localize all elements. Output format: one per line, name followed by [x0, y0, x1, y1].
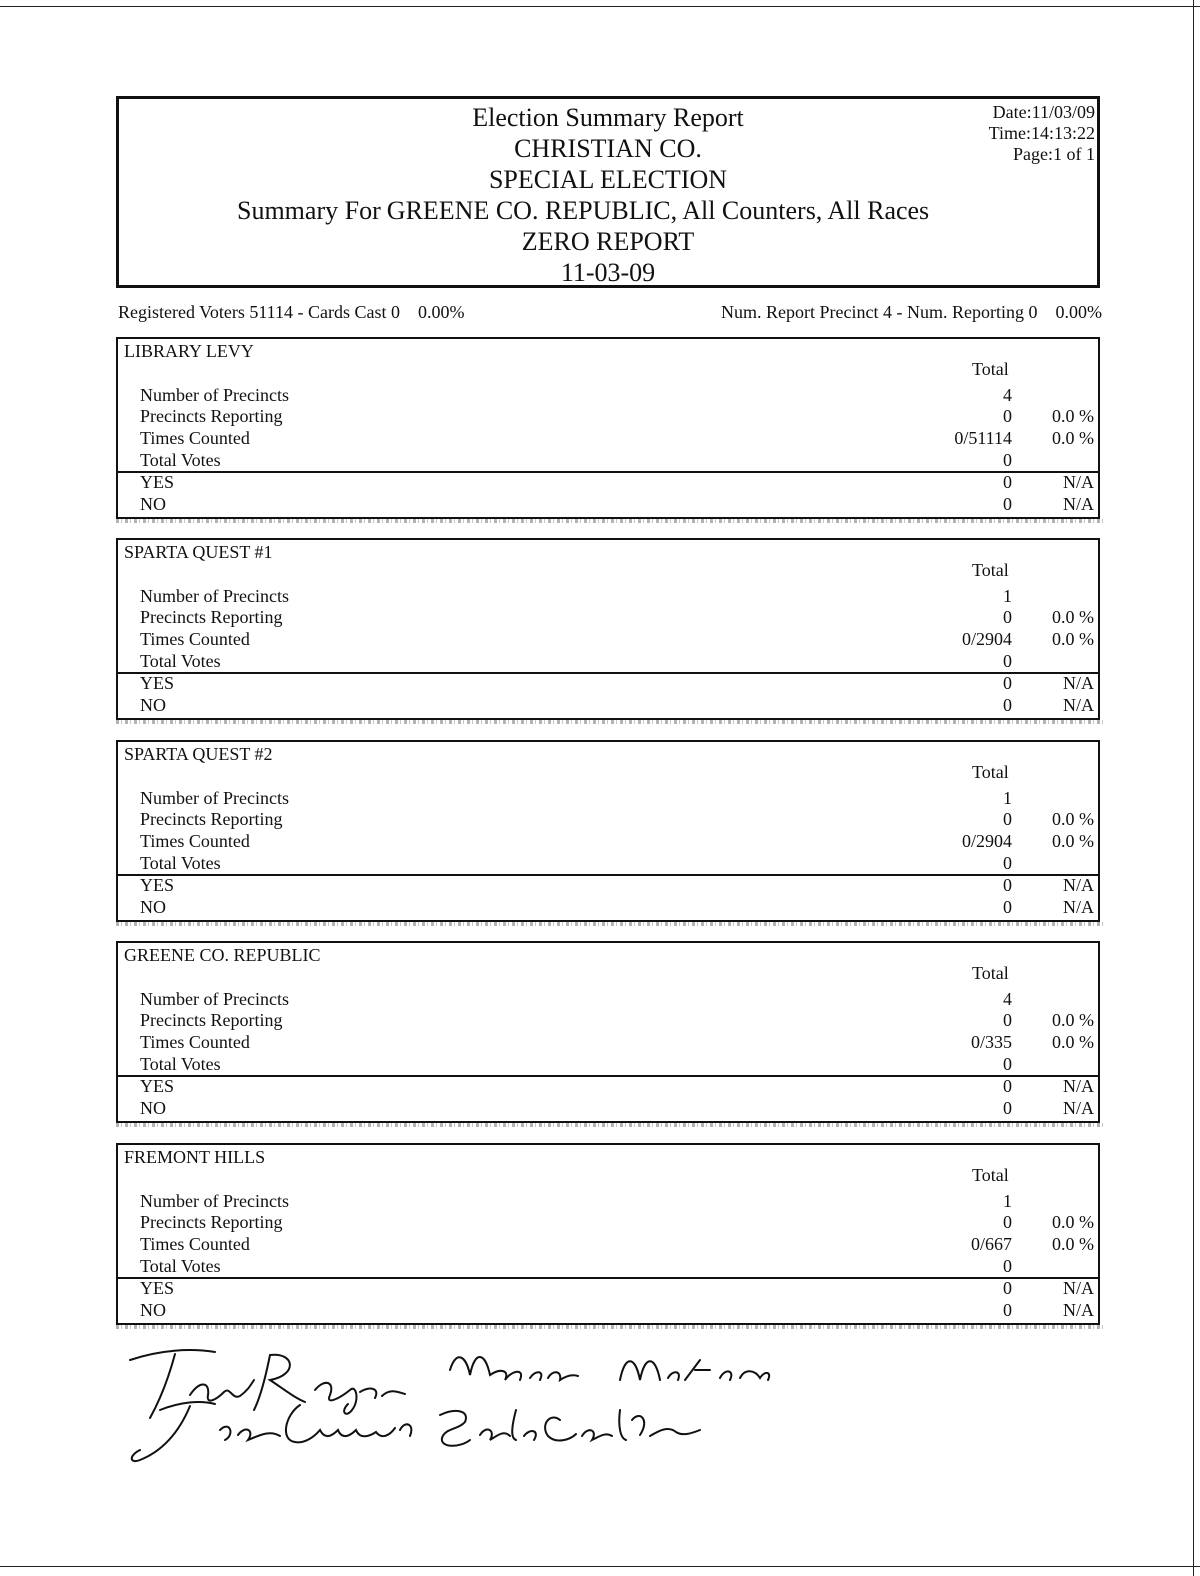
- row-total-value: 0: [1003, 853, 1012, 873]
- signature-2: [450, 1357, 769, 1380]
- row-label: Precincts Reporting: [140, 607, 283, 627]
- reporting-row: [118, 1212, 1098, 1234]
- election-name: SPECIAL ELECTION: [488, 165, 728, 194]
- row-label: Number of Precincts: [140, 788, 289, 808]
- row-total-value: 0: [1003, 1076, 1012, 1096]
- choices-separator: [118, 1277, 1098, 1279]
- scan-noise-strip: [116, 720, 1106, 724]
- row-total-value: 0: [1003, 809, 1012, 829]
- row-percent-value: N/A: [1063, 472, 1094, 492]
- row-percent-value: N/A: [1063, 1300, 1094, 1320]
- row-total-value: 0/335: [970, 1032, 1012, 1052]
- row-label: Precincts Reporting: [140, 809, 283, 829]
- page-edge-bottom: [0, 1566, 1200, 1567]
- row-total-value: 0: [1003, 1278, 1012, 1298]
- row-total-value: 4: [1003, 385, 1012, 405]
- row-total-value: 0: [1003, 1256, 1012, 1276]
- page-edge-top: [0, 6, 1200, 7]
- report-date-stamp: Date:11/03/09: [992, 102, 1095, 122]
- total-votes-row: [118, 450, 1098, 472]
- total-votes-row: [118, 651, 1098, 673]
- scan-noise-strip: [116, 922, 1106, 926]
- row-label: Total Votes: [140, 1256, 221, 1276]
- total-column-header: Total: [972, 963, 1009, 983]
- summary-for-value: GREENE CO. REPUBLIC, All Counters, All Races: [386, 196, 930, 225]
- times-counted-row: [118, 428, 1098, 450]
- row-label: Number of Precincts: [140, 586, 289, 606]
- row-percent-value: 0.0 %: [1052, 428, 1094, 448]
- row-total-value: 0: [1003, 406, 1012, 426]
- row-total-value: 0: [1003, 494, 1012, 514]
- row-percent-value: 0.0 %: [1052, 1234, 1094, 1254]
- scan-noise-strip: [116, 1123, 1106, 1127]
- row-total-value: 0: [1003, 472, 1012, 492]
- race-title: SPARTA QUEST #1: [124, 542, 273, 562]
- precincts-row: [118, 1191, 1098, 1213]
- row-label: Number of Precincts: [140, 1191, 289, 1211]
- row-label: YES: [140, 673, 175, 693]
- precinct-reporting-line: Num. Report Precinct 4 - Num. Reporting 0 0.00%: [721, 302, 1102, 322]
- county-name: CHRISTIAN CO.: [514, 134, 702, 163]
- precincts-row: [118, 385, 1098, 407]
- reporting-row: [118, 809, 1098, 831]
- race-section: [116, 941, 1100, 1123]
- precincts-row: [118, 989, 1098, 1011]
- choices-separator: [118, 1075, 1098, 1077]
- row-total-value: 0: [1003, 651, 1012, 671]
- row-percent-value: N/A: [1063, 1278, 1094, 1298]
- row-percent-value: 0.0 %: [1052, 607, 1094, 627]
- summary-for-line: [119, 195, 1097, 226]
- total-column-header: Total: [972, 1165, 1009, 1185]
- total-column-header: Total: [972, 359, 1009, 379]
- race-section: [116, 337, 1100, 519]
- row-percent-value: 0.0 %: [1052, 831, 1094, 851]
- row-total-value: 1: [1003, 788, 1012, 808]
- race-section: [116, 538, 1100, 720]
- row-label: Total Votes: [140, 651, 221, 671]
- times-counted-row: [118, 1032, 1098, 1054]
- yes-row: [118, 472, 1098, 494]
- summary-for-label: Summary For: [237, 196, 381, 225]
- choices-separator: [118, 874, 1098, 876]
- row-total-value: 0: [1003, 1098, 1012, 1118]
- times-counted-row: [118, 1234, 1098, 1256]
- row-total-value: 0: [1003, 897, 1012, 917]
- row-total-value: 0: [1003, 875, 1012, 895]
- times-counted-row: [118, 629, 1098, 651]
- report-date: 11-03-09: [560, 258, 656, 287]
- row-label: NO: [140, 695, 166, 715]
- race-section: [116, 740, 1100, 922]
- row-label: Precincts Reporting: [140, 1212, 283, 1232]
- registered-voters-line: Registered Voters 51114 - Cards Cast 0 0.00%: [118, 302, 465, 322]
- row-label: Times Counted: [140, 1032, 250, 1052]
- row-total-value: 0: [1003, 1300, 1012, 1320]
- choices-separator: [118, 471, 1098, 473]
- row-label: Total Votes: [140, 450, 221, 470]
- yes-row: [118, 1278, 1098, 1300]
- row-percent-value: N/A: [1063, 1098, 1094, 1118]
- yes-row: [118, 673, 1098, 695]
- report-title: Election Summary Report: [472, 103, 744, 132]
- row-total-value: 1: [1003, 586, 1012, 606]
- race-title: SPARTA QUEST #2: [124, 744, 273, 764]
- row-label: YES: [140, 875, 175, 895]
- row-label: Times Counted: [140, 629, 250, 649]
- no-row: [118, 494, 1098, 516]
- row-total-value: 0: [1003, 450, 1012, 470]
- row-label: NO: [140, 1300, 166, 1320]
- race-section: [116, 1143, 1100, 1325]
- precincts-row: [118, 788, 1098, 810]
- no-row: [118, 695, 1098, 717]
- report-header: [116, 96, 1100, 288]
- row-total-value: 0/2904: [961, 629, 1012, 649]
- reporting-row: [118, 406, 1098, 428]
- row-total-value: 0/51114: [954, 428, 1012, 448]
- total-votes-row: [118, 1054, 1098, 1076]
- row-percent-value: N/A: [1063, 897, 1094, 917]
- row-total-value: 1: [1003, 1191, 1012, 1211]
- no-row: [118, 897, 1098, 919]
- page-edge-right: [1193, 0, 1194, 1576]
- row-percent-value: N/A: [1063, 695, 1094, 715]
- precincts-row: [118, 586, 1098, 608]
- yes-row: [118, 875, 1098, 897]
- signature-4: [440, 1410, 700, 1446]
- row-total-value: 0: [1003, 1212, 1012, 1232]
- no-row: [118, 1098, 1098, 1120]
- row-label: Number of Precincts: [140, 385, 289, 405]
- report-type: ZERO REPORT: [521, 227, 695, 256]
- scan-noise-strip: [116, 519, 1106, 523]
- scan-noise-strip: [116, 1325, 1106, 1329]
- row-percent-value: N/A: [1063, 673, 1094, 693]
- signatures: [120, 1340, 820, 1480]
- row-label: Precincts Reporting: [140, 406, 283, 426]
- row-total-value: 0: [1003, 607, 1012, 627]
- row-percent-value: 0.0 %: [1052, 1032, 1094, 1052]
- row-total-value: 0/667: [970, 1234, 1012, 1254]
- row-percent-value: 0.0 %: [1052, 629, 1094, 649]
- row-percent-value: 0.0 %: [1052, 1010, 1094, 1030]
- row-label: Times Counted: [140, 428, 250, 448]
- row-label: Times Counted: [140, 831, 250, 851]
- signature-3: [132, 1402, 412, 1461]
- row-label: Total Votes: [140, 853, 221, 873]
- row-total-value: 0: [1003, 673, 1012, 693]
- row-label: NO: [140, 897, 166, 917]
- times-counted-row: [118, 831, 1098, 853]
- row-label: YES: [140, 1076, 175, 1096]
- row-total-value: 0: [1003, 695, 1012, 715]
- race-title: FREMONT HILLS: [124, 1147, 266, 1167]
- race-title: GREENE CO. REPUBLIC: [124, 945, 321, 965]
- row-label: Precincts Reporting: [140, 1010, 283, 1030]
- no-row: [118, 1300, 1098, 1322]
- row-percent-value: N/A: [1063, 1076, 1094, 1096]
- row-total-value: 0: [1003, 1010, 1012, 1030]
- report-time-stamp: Time:14:13:22: [988, 123, 1095, 143]
- row-percent-value: 0.0 %: [1052, 809, 1094, 829]
- row-total-value: 0/2904: [961, 831, 1012, 851]
- row-label: NO: [140, 494, 166, 514]
- choices-separator: [118, 672, 1098, 674]
- row-label: Times Counted: [140, 1234, 250, 1254]
- row-label: YES: [140, 1278, 175, 1298]
- reporting-row: [118, 607, 1098, 629]
- row-label: NO: [140, 1098, 166, 1118]
- reporting-row: [118, 1010, 1098, 1032]
- row-percent-value: N/A: [1063, 875, 1094, 895]
- row-percent-value: 0.0 %: [1052, 1212, 1094, 1232]
- race-title: LIBRARY LEVY: [124, 341, 254, 361]
- row-total-value: 4: [1003, 989, 1012, 1009]
- row-total-value: 0: [1003, 1054, 1012, 1074]
- row-label: Number of Precincts: [140, 989, 289, 1009]
- row-percent-value: N/A: [1063, 494, 1094, 514]
- row-percent-value: 0.0 %: [1052, 406, 1094, 426]
- row-label: YES: [140, 472, 175, 492]
- total-column-header: Total: [972, 560, 1009, 580]
- total-column-header: Total: [972, 762, 1009, 782]
- row-label: Total Votes: [140, 1054, 221, 1074]
- total-votes-row: [118, 1256, 1098, 1278]
- total-votes-row: [118, 853, 1098, 875]
- header-meta: [989, 102, 1095, 165]
- header-titles: [119, 102, 1097, 288]
- page-number: Page:1 of 1: [1013, 144, 1095, 164]
- signature-1: [130, 1350, 405, 1418]
- yes-row: [118, 1076, 1098, 1098]
